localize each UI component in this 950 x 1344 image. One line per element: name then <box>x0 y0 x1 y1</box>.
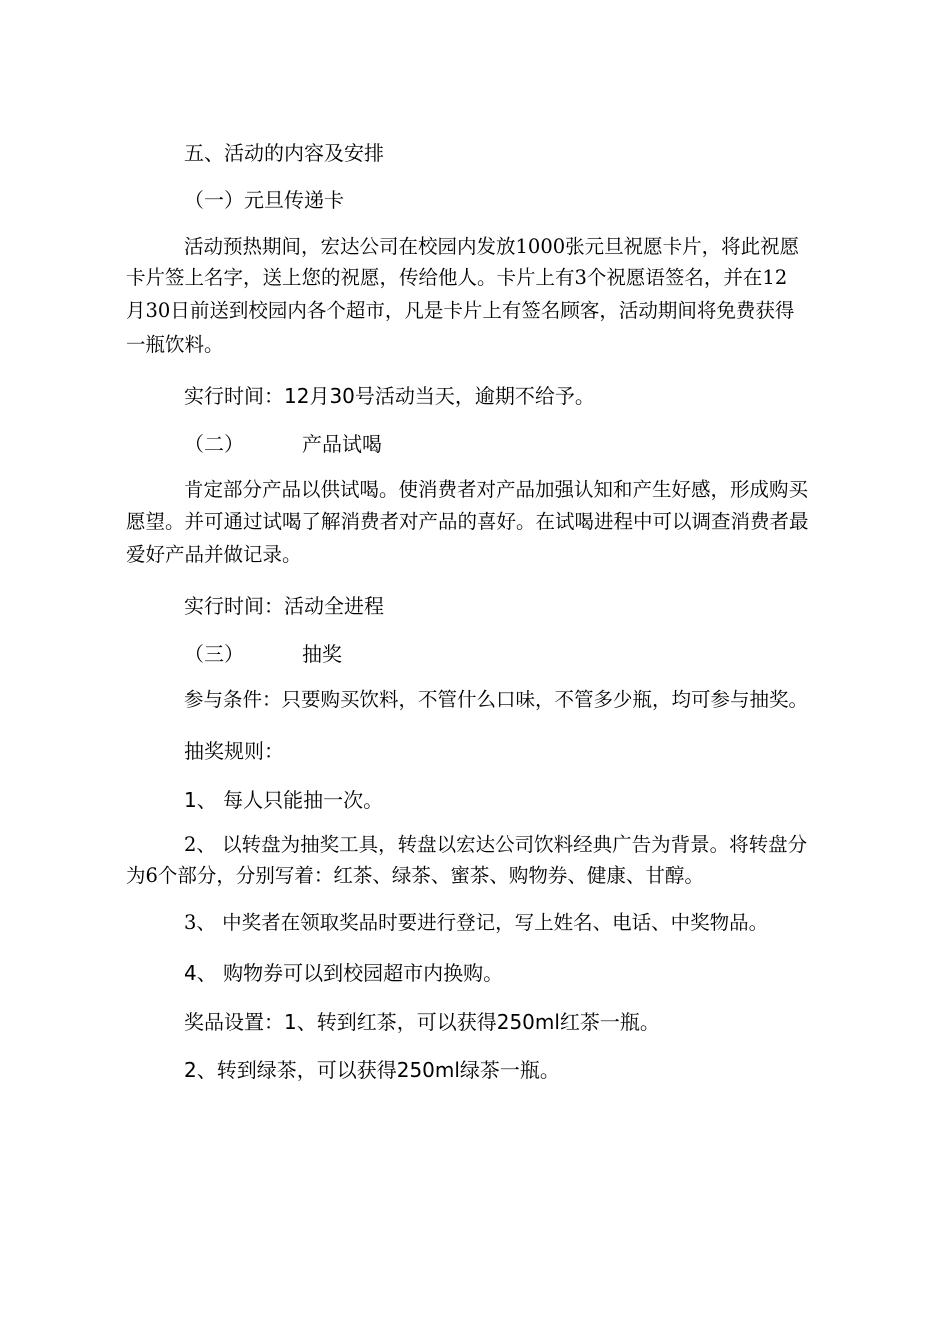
part2-body-line: 肯定部分产品以供试喝。使消费者对产品加强认知和产生好感，形成购买 <box>184 478 809 501</box>
participation-condition: 参与条件：只要购买饮料，不管什么口味，不管多少瓶，均可参与抽奖。 <box>184 688 809 711</box>
rule-2-line: 为6个部分，分别写着：红茶、绿茶、蜜茶、购物券、健康、甘醇。 <box>126 864 704 887</box>
prize-setting-2: 2、转到绿茶，可以获得250ml绿茶一瓶。 <box>184 1058 560 1082</box>
part2-body-line: 愿望。并可通过试喝了解消费者对产品的喜好。在试喝进程中可以调查消费者最 <box>126 510 809 533</box>
section-heading: 五、活动的内容及安排 <box>184 141 384 165</box>
part2-time: 实行时间：活动全进程 <box>184 594 384 618</box>
part1-body-line: 活动预热期间，宏达公司在校园内发放1000张元旦祝愿卡片，将此祝愿 <box>184 235 800 258</box>
rules-title: 抽奖规则： <box>184 739 284 763</box>
part2-heading-number: （二） <box>184 432 244 456</box>
part1-body-line: 一瓶饮料。 <box>126 333 224 356</box>
part1-heading: （一）元旦传递卡 <box>184 188 344 212</box>
part2-body-line: 爱好产品并做记录。 <box>126 543 302 566</box>
rule-2-line: 2、 以转盘为抽奖工具，转盘以宏达公司饮料经典广告为背景。将转盘分 <box>184 833 808 856</box>
part2-heading <box>184 430 382 458</box>
prize-setting-1: 奖品设置：1、转到红茶，可以获得250ml红茶一瓶。 <box>184 1010 660 1034</box>
part3-heading-text: 抽奖 <box>302 642 342 666</box>
part1-time: 实行时间：12月30号活动当天，逾期不给予。 <box>184 384 595 408</box>
part3-heading <box>184 640 342 668</box>
rule-3: 3、 中奖者在领取奖品时要进行登记，写上姓名、电话、中奖物品。 <box>184 911 769 934</box>
rule-1: 1、 每人只能抽一次。 <box>184 788 384 812</box>
part1-body-line: 卡片签上名字，送上您的祝愿，传给他人。卡片上有3个祝愿语签名，并在12 <box>126 266 788 289</box>
rule-4: 4、 购物券可以到校园超市内换购。 <box>184 961 504 985</box>
part1-body-line: 月30日前送到校园内各个超市，凡是卡片上有签名顾客，活动期间将免费获得 <box>126 299 795 322</box>
part2-heading-text: 产品试喝 <box>302 432 382 456</box>
part3-heading-number: （三） <box>184 642 244 666</box>
